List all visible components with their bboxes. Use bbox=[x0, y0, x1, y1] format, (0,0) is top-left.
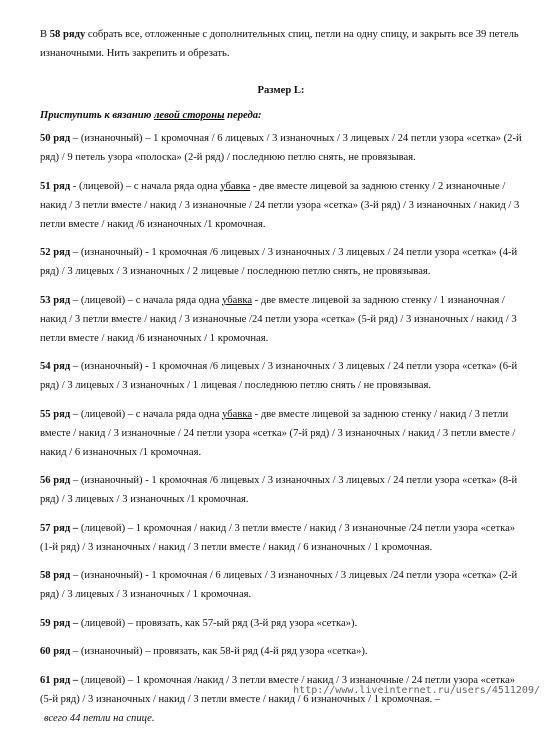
row-label: 50 ряд bbox=[40, 133, 71, 144]
stitch-count-note: всего 44 петли на спице. bbox=[44, 712, 155, 724]
row-57 bbox=[40, 519, 522, 557]
subheading-underlined: левой стороны bbox=[153, 110, 225, 121]
row-55 bbox=[40, 405, 522, 462]
row-52 bbox=[40, 243, 522, 281]
row-label: 54 ряд bbox=[40, 361, 71, 372]
row-text: - две вместе лицевой за заднюю стенку / 2 изнаночные / накид / 3 петли вместе / накид / 3 изнаночные / 24 петли узора «сетка» (3-й ряд) / 3 изнаночных / накид / 3 петли вместе / накид /6 изнаночных /1 кромочная. bbox=[40, 180, 520, 230]
intro-text-start: В bbox=[40, 29, 50, 40]
row-label: 52 ряд bbox=[40, 247, 71, 258]
size-heading: Размер L: bbox=[257, 85, 305, 96]
row-60 bbox=[40, 642, 522, 661]
row-text: - (лицевой) – с начала ряда одна bbox=[70, 180, 221, 192]
row-text: (лицевой) – 1 кромочная /накид / 3 петли вместе / накид / 3 изнаночные / 24 петли узора «сетка» (5-й ряд) / 3 изнаночных / накид / 3 петли вместе / накид / 6 изнаночных / 1 кромочная. – bbox=[40, 674, 516, 705]
intro-paragraph bbox=[40, 25, 522, 63]
row-text: – (изнаночный) - 1 кромочная /6 лицевых / 3 изнаночных / 3 лицевых / 24 петли узора «сетка» (6-й ряд) / 3 лицевых / 3 изнаночных / 1 лицевая / последнюю петлю снять / не провязывая. bbox=[40, 361, 518, 391]
row-underlined-term: убавка bbox=[222, 408, 253, 420]
row-58 bbox=[40, 566, 522, 604]
subheading-start: Приступить к вязанию bbox=[40, 110, 154, 121]
section-subheading bbox=[40, 106, 522, 125]
row-59 bbox=[40, 614, 522, 633]
row-50 bbox=[40, 129, 522, 167]
row-label: 51 ряд bbox=[40, 180, 71, 192]
row-label: 57 ряд – bbox=[40, 522, 79, 534]
row-label: 56 ряд bbox=[40, 475, 71, 486]
row-text: – (лицевой) – с начала ряда одна bbox=[70, 294, 223, 306]
row-text: – (изнаночный) – 1 кромочная / 6 лицевых / 3 изнаночных / 3 лицевых / 24 петли узора «сетка» (2-й ряд) / 9 петель узора «полоска» (2-й ряд) / последнюю петлю снять, не провязывая. bbox=[40, 133, 522, 163]
intro-text-end: собрать все, отложенные с дополнительных спиц, петли на одну спицу, и закрыть все 39 петель изнаночными. Нить закрепить и обрезать. bbox=[40, 29, 519, 59]
row-underlined-term: убавка bbox=[220, 180, 251, 192]
document-page bbox=[40, 25, 522, 737]
row-text: – (лицевой) – с начала ряда одна bbox=[70, 408, 223, 420]
row-label: 59 ряд – bbox=[40, 617, 79, 629]
row-label: 53 ряд bbox=[40, 294, 71, 306]
row-label: 61 ряд – bbox=[40, 674, 79, 686]
intro-row-number: 58 ряду bbox=[49, 29, 86, 40]
row-label: 58 ряд bbox=[40, 570, 71, 581]
row-text: – (изнаночный) - 1 кромочная / 6 лицевых / 3 изнаночных / 3 лицевых /24 петли узора «сетка» (2-й ряд) / 3 лицевых / 3 изнаночных / 1 кромочная. bbox=[40, 570, 518, 600]
row-text: - две вместе лицевой за заднюю стенку / накид / 3 петли вместе / накид / 3 изнаночные / 24 петли узора «сетка» (7-й ряд) / 3 изнаночных / накид / 3 петли вместе / накид / 6 изнаночных /1 кромочная. bbox=[40, 408, 516, 458]
row-underlined-term: убавка bbox=[222, 294, 253, 306]
row-text: (лицевой) – 1 кромочная / накид / 3 петли вместе / накид / 3 изнаночные /24 петли узора «сетка» (1-й ряд) / 3 изнаночных / накид / 3 петли вместе / накид / 6 изнаночных / 1 кромочная. bbox=[40, 522, 516, 553]
row-61 bbox=[40, 671, 522, 728]
row-54 bbox=[40, 357, 522, 395]
row-56 bbox=[40, 471, 522, 509]
row-text: (лицевой) – провязать, как 57-ый ряд (3-й ряд узора «сетка»). bbox=[78, 617, 358, 629]
source-watermark: http://www.liveinternet.ru/users/4511209/ bbox=[293, 685, 540, 696]
row-label: 55 ряд bbox=[40, 408, 71, 420]
subheading-end: переда: bbox=[224, 110, 262, 121]
row-text: – (изнаночный) - 1 кромочная /6 лицевых / 3 изнаночных / 3 лицевых / 24 петли узора «сетка» (8-й ряд) / 3 лицевых / 3 изнаночных /1 кромочная. bbox=[40, 475, 518, 505]
row-label: 60 ряд bbox=[40, 646, 71, 657]
row-text: – (изнаночный) – провязать, как 58-й ряд (4-й ряд узора «сетка»). bbox=[70, 646, 368, 657]
row-53 bbox=[40, 291, 522, 348]
row-text: - две вместе лицевой за заднюю стенку / 1 изнаночная / накид / 3 петли вместе / накид / 3 изнаночные /24 петли узора «сетка» (5-й ряд) / 3 изнаночных / накид / 3 петли вместе / накид /6 изнаночных / 1 кромочная. bbox=[40, 294, 517, 344]
row-51 bbox=[40, 177, 522, 234]
row-text: – (изнаночный) - 1 кромочная /6 лицевых / 3 изнаночных / 3 лицевых / 24 петли узора «сетка» (4-й ряд) / 3 лицевых / 3 изнаночных / 2 лицевые / последнюю петлю снять, не провязывая. bbox=[40, 247, 518, 277]
